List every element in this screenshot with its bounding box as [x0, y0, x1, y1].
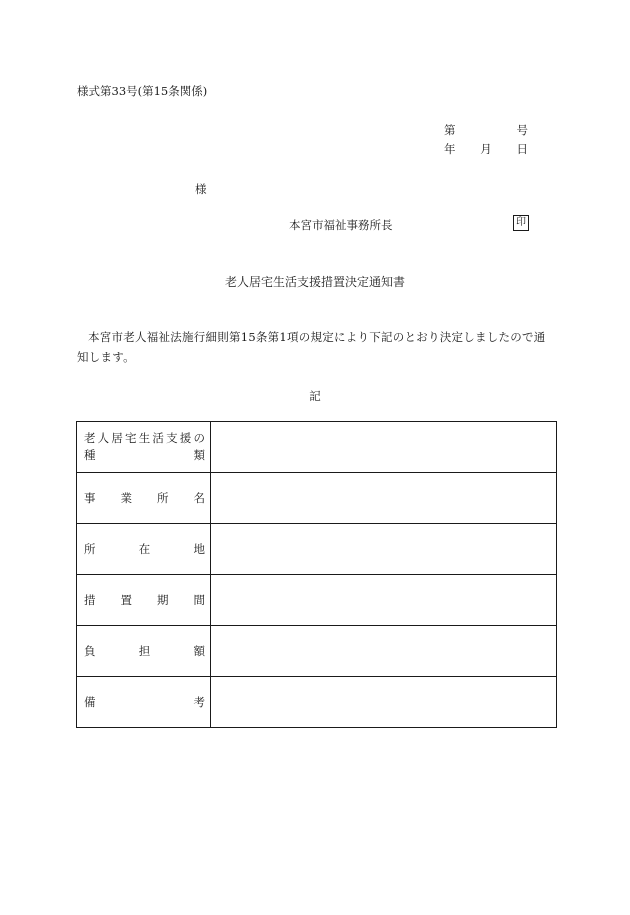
- number-suffix: 号: [516, 123, 528, 137]
- label-line: 老人居宅生活支援の: [84, 431, 205, 445]
- date-line: [444, 141, 528, 157]
- date-month: 月: [480, 142, 492, 156]
- row-label-office-name: [77, 473, 211, 524]
- addressee-honorific: 様: [195, 182, 207, 196]
- row-label-remarks: [77, 677, 211, 728]
- row-label-service-type: [77, 422, 211, 473]
- label-line: 備 考: [84, 694, 205, 709]
- document-title: 老人居宅生活支援措置決定通知書: [224, 275, 405, 289]
- label-line: 所 在 地: [84, 541, 205, 556]
- table-row: [77, 473, 557, 524]
- ki-heading: 記: [309, 389, 321, 403]
- row-label-burden-amount: [77, 626, 211, 677]
- table-row: [77, 626, 557, 677]
- form-number-label: 様式第33号(第15条関係): [77, 84, 208, 98]
- row-value-remarks: [211, 677, 557, 728]
- table-row: [77, 524, 557, 575]
- label-line: 措 置 期 間: [84, 592, 205, 607]
- seal-stamp: 印: [513, 215, 529, 231]
- document-number-line: [444, 122, 528, 138]
- label-line: 事 業 所 名: [84, 490, 205, 505]
- issuer-name: 本宮市福祉事務所長: [289, 218, 393, 232]
- number-prefix: 第: [444, 123, 456, 137]
- date-year: 年: [444, 142, 456, 156]
- label-line: 負 担 額: [84, 643, 205, 658]
- row-value-burden-amount: [211, 626, 557, 677]
- row-value-office-name: [211, 473, 557, 524]
- date-day: 日: [516, 142, 528, 156]
- row-label-location: [77, 524, 211, 575]
- notice-body-text: 本宮市老人福祉法施行細則第15条第1項の規定により下記のとおり決定しましたので通知します。: [77, 330, 546, 364]
- table-row: [77, 575, 557, 626]
- table-row: [77, 422, 557, 473]
- row-value-measure-period: [211, 575, 557, 626]
- table-row: [77, 677, 557, 728]
- row-value-service-type: [211, 422, 557, 473]
- row-value-location: [211, 524, 557, 575]
- label-line: 種 類: [84, 448, 205, 462]
- row-label-measure-period: [77, 575, 211, 626]
- decision-details-table: [76, 421, 557, 728]
